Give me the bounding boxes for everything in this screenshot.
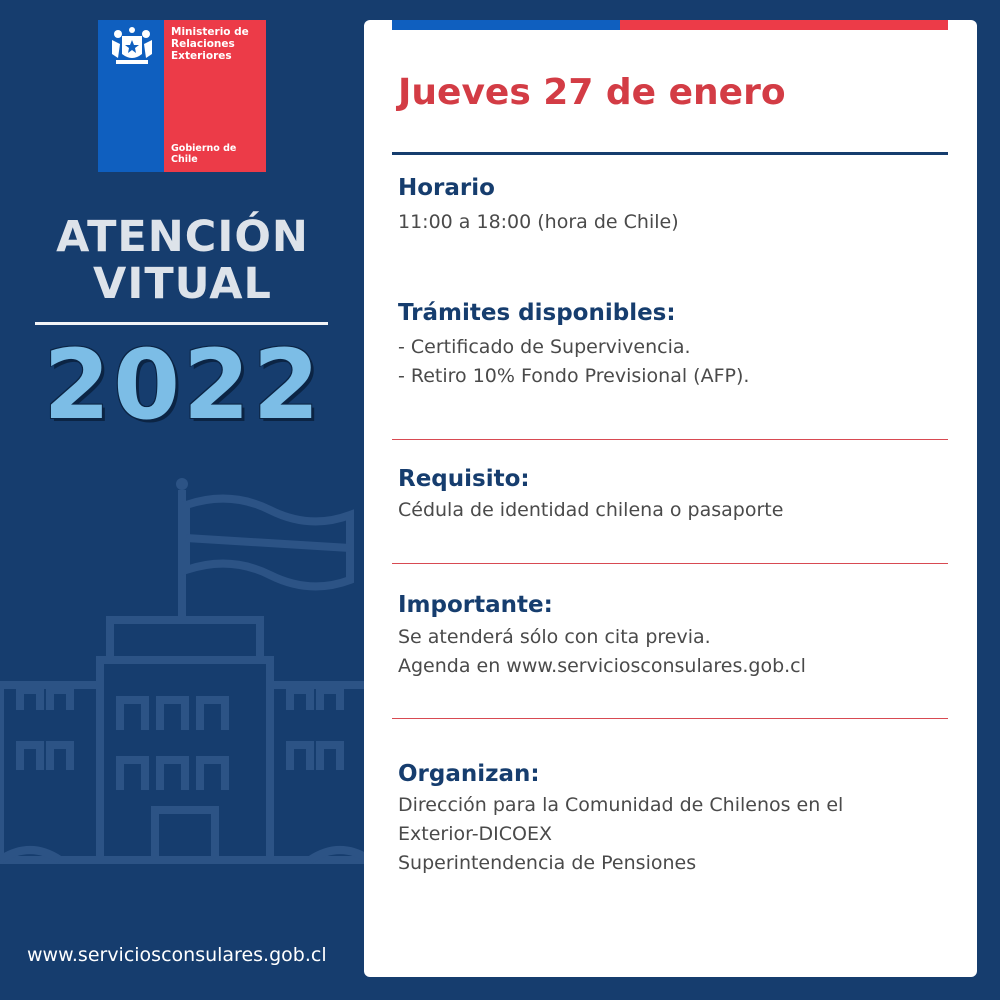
requirement-line: Cédula de identidad chilena o pasaporte <box>398 499 784 521</box>
info-card <box>364 20 977 977</box>
title-divider <box>35 322 328 325</box>
title-line-1: ATENCIÓN <box>56 212 309 262</box>
event-date: Jueves 27 de enero <box>398 72 786 113</box>
card-stripe-red <box>620 20 948 30</box>
schedule-title: Horario <box>398 175 495 201</box>
requirement-title: Requisito: <box>398 466 530 492</box>
section-divider <box>392 563 948 564</box>
important-line: Agenda en www.serviciosconsulares.gob.cl <box>398 655 806 677</box>
section-divider <box>392 439 948 440</box>
procedure-item: - Retiro 10% Fondo Previsional (AFP). <box>398 365 750 387</box>
organizers-title: Organizan: <box>398 761 540 787</box>
important-line: Se atenderá sólo con cita previa. <box>398 626 711 648</box>
title-line-2: VITUAL <box>93 259 272 309</box>
logo-blue-panel <box>98 20 164 172</box>
procedures-title: Trámites disponibles: <box>398 300 676 326</box>
section-divider <box>392 718 948 719</box>
year-label: 2022 <box>43 329 323 441</box>
schedule-text <box>398 208 679 237</box>
organizer-line: Exterior-DICOEX <box>398 823 553 845</box>
schedule-line: 11:00 a 18:00 (hora de Chile) <box>398 211 679 233</box>
ministry-logo <box>98 20 266 172</box>
ministry-name: Ministerio de Relaciones Exteriores <box>171 26 249 62</box>
organizer-line: Dirección para la Comunidad de Chilenos en el <box>398 794 844 816</box>
procedure-item: - Certificado de Supervivencia. <box>398 336 691 358</box>
organizer-line: Superintendencia de Pensiones <box>398 852 697 874</box>
logo-red-panel <box>164 20 266 172</box>
building-illustration <box>0 470 370 890</box>
important-title: Importante: <box>398 592 553 618</box>
procedures-text <box>398 333 749 391</box>
organizers-text <box>398 791 843 878</box>
chile-coat-of-arms-icon <box>106 26 158 68</box>
requirement-text <box>398 496 783 525</box>
important-text <box>398 623 806 681</box>
government-label: Gobierno de Chile <box>171 143 237 165</box>
card-stripe-blue <box>392 20 620 30</box>
date-divider <box>392 152 948 155</box>
website-link[interactable]: www.serviciosconsulares.gob.cl <box>27 944 327 966</box>
